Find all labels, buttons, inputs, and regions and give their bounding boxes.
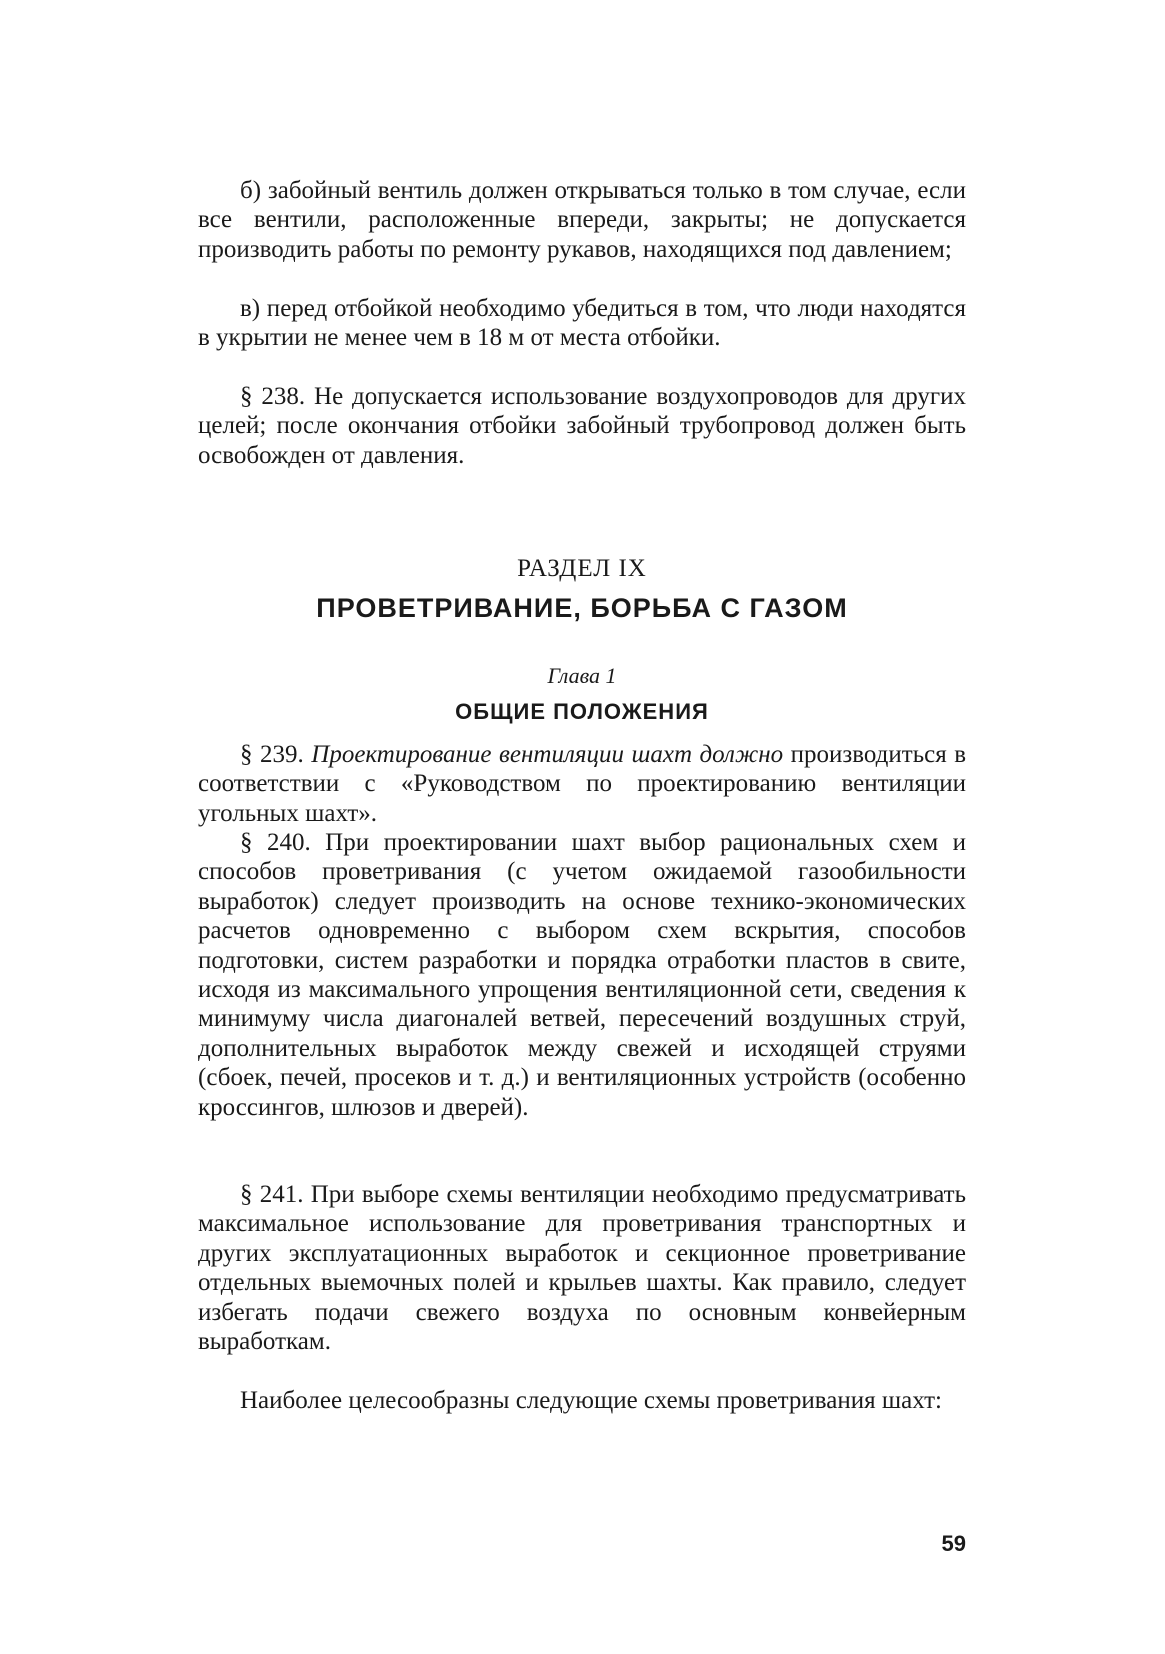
paragraph-240: § 240. При проектировании шахт выбор рациональных схем и способов проветривания (с учетом ожидаемой газообильности выработок) следует производить на основе технико-экономических расчетов одновременно с выбором схем вскрытия, способов подготовки, систем разработки и порядка отработки пластов в свите, исходя из максимального упрощения вентиляционной сети, сведения к минимуму числа диагоналей ветвей, пересечений воздушных струй, дополнительных выработок между свежей и исходящей струями (сбоек, печей, просеков и т. д.) и вентиляционных устройств (особенно кроссингов, шлюзов и дверей). <box>198 829 966 1121</box>
chapter-label: Глава 1 <box>547 663 617 688</box>
paragraph-item-b: б) забойный вентиль должен открываться только в том случае, если все вентили, расположенные впереди, закрыты; не допускается производить работы по ремонту рукавов, находящихся под давлением; <box>198 177 966 263</box>
paragraph-238: § 238. Не допускается использование воздухопроводов для других целей; после окончания отбойки забойный трубопровод должен быть освобожден от давления. <box>198 383 966 469</box>
paragraph-241: § 241. При выборе схемы вентиляции необходимо предусматривать максимальное использование для проветривания транспортных и других эксплуатационных выработок и секционное проветривание отдельных выемочных полей и крыльев шахты. Как правило, следует избегать подачи свежего воздуха по основным конвейерным выработкам. <box>198 1181 966 1356</box>
page-number: 59 <box>941 1531 966 1556</box>
paragraph-239-number: § 239. <box>240 741 304 768</box>
paragraph-239-italic: Проектирование вентиляции шахт должно <box>311 741 784 768</box>
section-title: ПРОВЕТРИВАНИЕ, БОРЬБА С ГАЗОМ <box>316 593 848 623</box>
section-label: РАЗДЕЛ IX <box>517 555 647 582</box>
paragraph-item-v: в) перед отбойкой необходимо убедиться в том, что люди находятся в укрытии не менее чем в 18 м от места отбойки. <box>198 295 966 352</box>
paragraph-239-rest: производиться в соответствии с «Руководством по проектированию вентиляции угольных шахт». <box>198 741 967 827</box>
paragraph-239 <box>198 740 966 828</box>
paragraph-schemes-intro: Наиболее целесообразны следующие схемы проветривания шахт: <box>240 1387 942 1414</box>
chapter-title: ОБЩИЕ ПОЛОЖЕНИЯ <box>455 699 709 724</box>
